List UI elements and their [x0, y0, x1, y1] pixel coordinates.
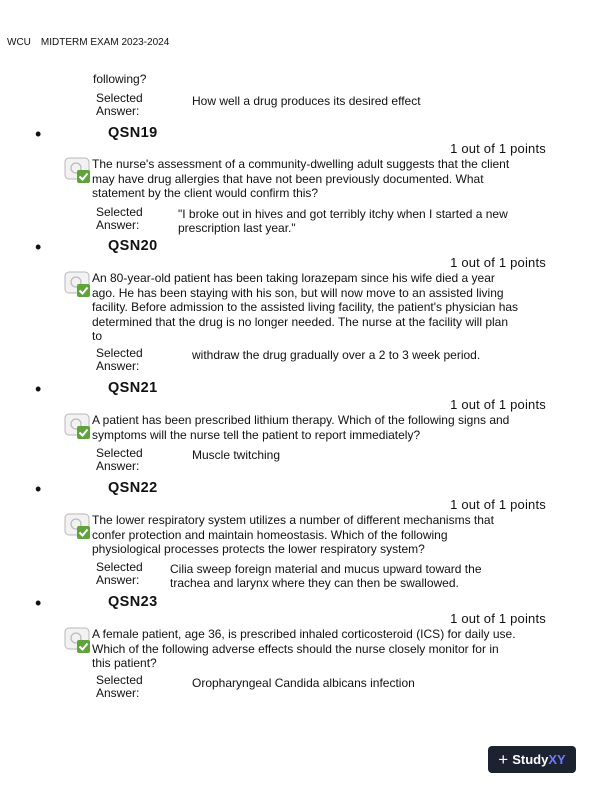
question-points: 1 out of 1 points	[450, 255, 546, 270]
bullet: •	[35, 593, 42, 613]
question-title: QSN19	[108, 125, 158, 141]
bullet: •	[35, 479, 42, 499]
question-title: QSN23	[108, 594, 158, 610]
bullet: •	[35, 124, 42, 144]
selected-answer-value: How well a drug produces its desired effect	[192, 94, 421, 108]
question-title: QSN21	[108, 380, 158, 396]
studyxy-logo[interactable]: + Study XY	[488, 746, 576, 773]
selected-answer-value: withdraw the drug gradually over a 2 to 3 week period.	[192, 348, 481, 362]
selected-answer-label: Selected Answer:	[96, 673, 143, 700]
header-exam-title: MIDTERM EXAM 2023-2024	[40, 37, 170, 48]
correct-check-icon	[64, 627, 92, 654]
selected-answer-label: Selected Answer:	[96, 560, 143, 587]
header-org: WCU	[7, 37, 31, 48]
plus-icon: +	[498, 749, 509, 769]
correct-check-icon	[64, 413, 92, 440]
question-text: The lower respiratory system utilizes a number of different mechanisms that confer protection and maintain homeostasis. Which of the following physiological processes protects the lower respiratory system?	[92, 513, 494, 556]
selected-answer-label: Selected Answer:	[96, 205, 143, 232]
correct-check-icon	[64, 271, 92, 298]
question-title: QSN20	[108, 238, 158, 254]
question-points: 1 out of 1 points	[450, 397, 546, 412]
correct-check-icon	[64, 157, 92, 184]
question-text: An 80-year-old patient has been taking lorazepam since his wife died a year ago. He has been staying with his son, but will now move to an assisted living facility. Before admission to the assisted living facility, the patient's physician has determined that the drug is no longer needed. The nurse at the facility will plan to	[92, 271, 519, 343]
selected-answer-value: Cilia sweep foreign material and mucus upward toward the trachea and larynx where they can then be swallowed.	[170, 562, 482, 590]
selected-answer-label: Selected Answer:	[96, 346, 143, 373]
question-points: 1 out of 1 points	[450, 497, 546, 512]
page-header	[7, 37, 169, 48]
selected-answer-value: Oropharyngeal Candida albicans infection	[192, 676, 415, 690]
question-points: 1 out of 1 points	[450, 611, 546, 626]
correct-check-icon	[64, 513, 92, 540]
selected-answer-label: Selected Answer:	[96, 446, 143, 473]
question-text: A patient has been prescribed lithium therapy. Which of the following signs and symptoms will the nurse tell the patient to report immediately?	[92, 413, 510, 442]
previous-question-fragment: following?	[93, 72, 147, 86]
selected-answer-value: Muscle twitching	[192, 448, 281, 462]
bullet: •	[35, 237, 42, 257]
selected-answer-value: "I broke out in hives and got terribly itchy when I started a new prescription last year."	[178, 207, 508, 235]
question-title: QSN22	[108, 480, 158, 496]
selected-answer-label: Selected Answer:	[96, 91, 143, 118]
question-points: 1 out of 1 points	[450, 141, 546, 156]
bullet: •	[35, 379, 42, 399]
question-text: The nurse's assessment of a community-dwelling adult suggests that the client may have drug allergies that have not been previously documented. What statement by the client would confirm this?	[92, 157, 510, 200]
question-text: A female patient, age 36, is prescribed inhaled corticosteroid (ICS) for daily use. Which of the following adverse effects should the nurse closely monitor for in this patient?	[92, 627, 516, 670]
